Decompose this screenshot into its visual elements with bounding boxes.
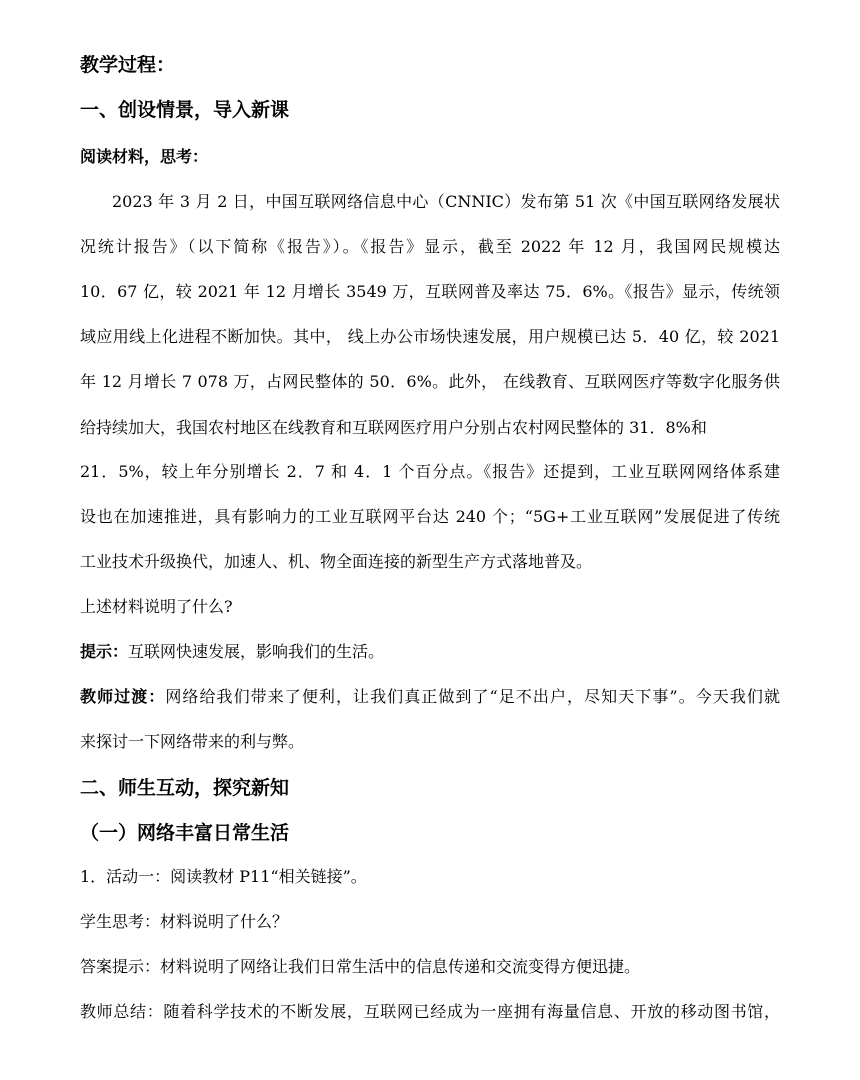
material-line-8: 设也在加速推进，具有影响力的工业互联网平台达 240 个；“5G+工业互联网”发展促进了传统 [80, 507, 780, 526]
answer-hint: 答案提示：材料说明了网络让我们日常生活中的信息传递和交流变得方便迅捷。 [80, 957, 641, 976]
material-line-3: 10．67 亿，较 2021 年 12 月增长 3549 万，互联网普及率达 75．6%。《报告》显示，传统领 [80, 282, 780, 301]
hint-label: 提示： [80, 642, 129, 661]
activity-1: 1．活动一：阅读教材 P11“相关链接”。 [80, 867, 367, 886]
transition-label: 教师过渡： [80, 687, 166, 706]
material-line-5: 年 12 月增长 7 078 万，占网民整体的 50．6%。此外， 在线教育、互联网医疗等数字化服务供 [80, 372, 780, 391]
question-text: 上述材料说明了什么? [80, 597, 233, 616]
teacher-summary: 教师总结：随着科学技术的不断发展，互联网已经成为一座拥有海量信息、开放的移动图书馆， [80, 1002, 780, 1021]
section-heading-2: 二、师生互动，探究新知 [80, 777, 290, 799]
student-think: 学生思考：材料说明了什么？ [80, 912, 289, 931]
transition-text-1: 网络给我们带来了便利，让我们真正做到了“足不出户，尽知天下事”。今天我们就 [165, 687, 780, 706]
material-line-2: 况统计报告》（以下简称《报告》）。《报告》显示，截至 2022 年 12 月，我国网民规模达 [80, 237, 780, 256]
material-line-4: 域应用线上化进程不断加快。其中， 线上办公市场快速发展，用户规模已达 5．40 亿，较 2021 [80, 327, 780, 346]
hint-paragraph [80, 642, 384, 662]
section-heading-1: 一、创设情景，导入新课 [80, 99, 290, 121]
transition-text-2: 来探讨一下网络带来的利与弊。 [80, 732, 305, 751]
subsection-heading-1: （一）网络丰富日常生活 [80, 822, 290, 844]
reading-prompt: 阅读材料，思考： [80, 147, 209, 166]
material-line-9: 工业技术升级换代，加速人、机、物全面连接的新型生产方式落地普及。 [80, 552, 593, 571]
transition-paragraph-line-1 [80, 687, 780, 707]
material-line-7: 21．5%，较上年分别增长 2．7 和 4．1 个百分点。《报告》还提到，工业互联网网络体系建 [80, 462, 780, 481]
hint-text: 互联网快速发展，影响我们的生活。 [128, 642, 385, 661]
material-line-6: 给持续加大，我国农村地区在线教育和互联网医疗用户分别占农村网民整体的 31．8%和 [80, 418, 707, 437]
page-title: 教学过程： [80, 54, 176, 76]
material-line-1: 2023 年 3 月 2 日，中国互联网络信息中心（CNNIC）发布第 51 次《中国互联网络发展状 [112, 192, 780, 211]
